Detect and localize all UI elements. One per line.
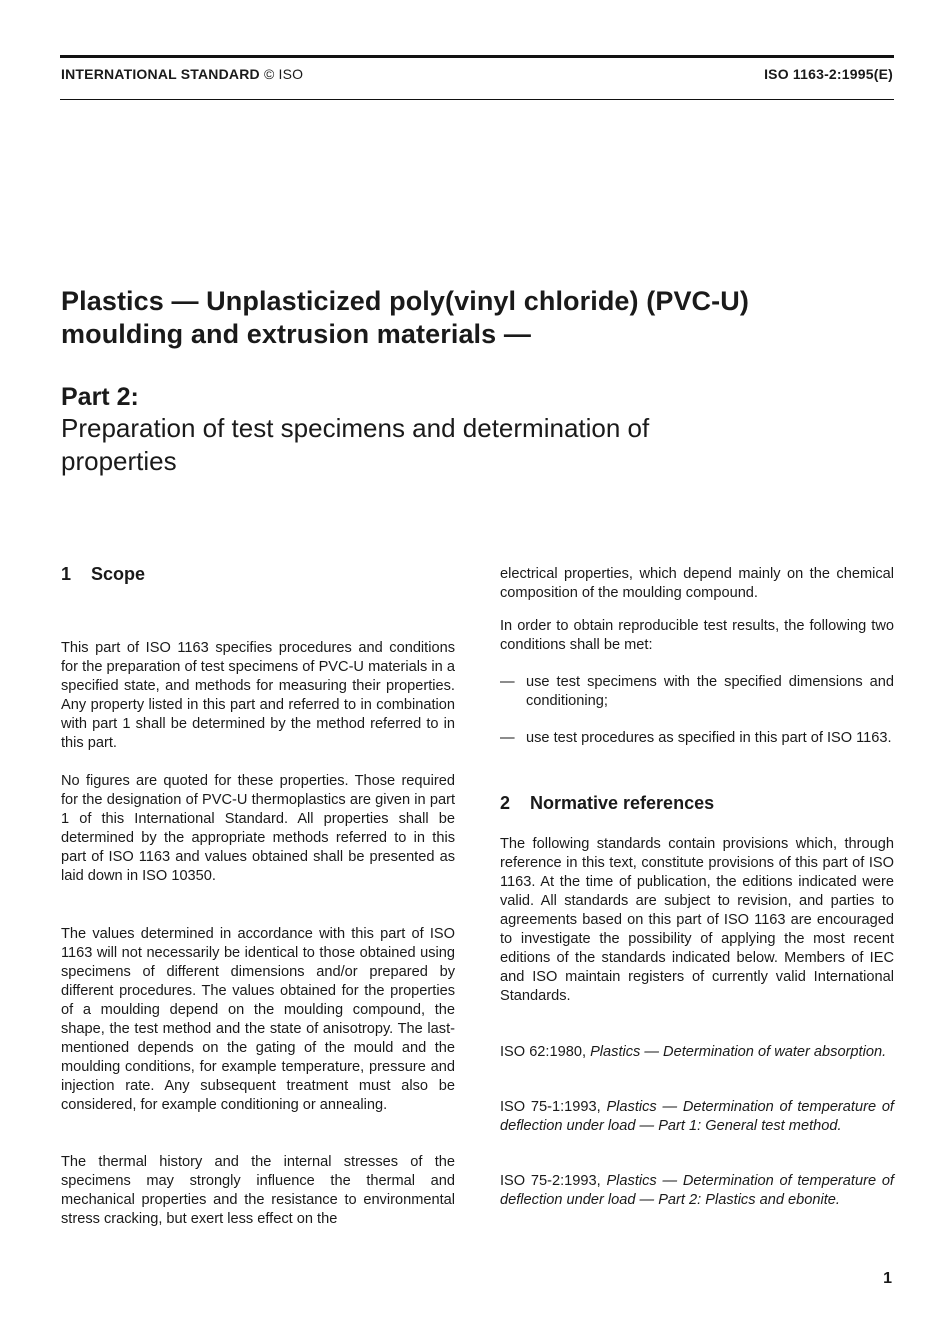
section-1-number: 1 (61, 564, 72, 584)
page-number: 1 (883, 1270, 892, 1287)
reference-title: Plastics — Determination of temperature of deflection under load — Part 2: Plastics and ebonite. (500, 1173, 894, 1208)
condition-item-2 (500, 729, 894, 748)
normative-intro: The following standards contain provisions which, through reference in this text, constitute provisions of this part of ISO 1163. At the time of publication, the editions indicated were valid. All standards are subject to revision, and parties to agreements based on this part of ISO 1163 are encouraged to investigate the possibility of applying the most recent editions of the standards indicated below. Members of IEC and ISO maintain registers of currently valid International Standards. (500, 836, 894, 1004)
condition-item-1 (500, 673, 894, 711)
reference-id: ISO 75-2:1993, (500, 1173, 601, 1189)
part-subtitle (61, 412, 861, 478)
condition-item-2-text: use test procedures as specified in this part of ISO 1163. (526, 730, 892, 746)
document-title (61, 285, 891, 351)
title-line-2: moulding and extrusion materials — (61, 319, 531, 349)
header-left (61, 66, 303, 82)
header-copyright: © ISO (263, 66, 304, 82)
section-1-title: Scope (91, 564, 146, 584)
reference-iso-75-2 (500, 1172, 894, 1210)
subtitle-line-2: properties (61, 446, 177, 476)
section-2-title: Normative references (530, 793, 715, 813)
dash-bullet: — (500, 730, 515, 746)
header-standard-number: ISO 1163-2:1995(E) (764, 66, 893, 82)
reference-title: Plastics — Determination of water absorption. (590, 1044, 887, 1060)
scope-paragraph-5: In order to obtain reproducible test results, the following two conditions shall be met: (500, 618, 894, 653)
section-2-number: 2 (500, 793, 511, 813)
scope-paragraph-4-continued: electrical properties, which depend mainly on the chemical composition of the moulding compound. (500, 566, 894, 601)
scope-paragraph-4: The thermal history and the internal stresses of the specimens may strongly influence the thermal and mechanical properties and the resistance to environmental stress cracking, but exert less effect on the (61, 1154, 455, 1227)
scope-paragraph-1: This part of ISO 1163 specifies procedures and conditions for the preparation of test specimens of PVC-U materials in a specified state, and methods for measuring their properties. Any property listed in this part and referred to in combination with part 1 shall be determined by the method referred to in this part. (61, 640, 455, 751)
title-line-1: Plastics — Unplasticized poly(vinyl chloride) (PVC-U) (61, 286, 749, 316)
header-rule-top (60, 55, 894, 58)
reference-title: Plastics — Determination of temperature of deflection under load — Part 1: General test method. (500, 1099, 894, 1134)
dash-bullet: — (500, 674, 515, 690)
reference-iso-62 (500, 1043, 894, 1062)
scope-paragraph-2: No figures are quoted for these properties. Those required for the designation of PVC-U thermoplastics are given in part 1 of this International Standard. All properties shall be determined by the appropriate methods referred to in this part of ISO 1163 and values obtained shall be presented as laid down in ISO 10350. (61, 773, 455, 884)
section-1-heading (61, 565, 145, 584)
header-standard-label: INTERNATIONAL STANDARD (61, 66, 260, 82)
scope-paragraph-3: The values determined in accordance with this part of ISO 1163 will not necessarily be identical to those obtained using specimens of different dimensions and/or prepared by different procedures. The values obtained for the properties of a moulding depend on the moulding compound, the shape, the test method and the state of anisotropy. The last-mentioned depends on the gating of the mould and the moulding conditions, for example temperature, pressure and injection rate. Any subsequent treatment must also be considered, for example conditioning or annealing. (61, 926, 455, 1113)
reference-id: ISO 75-1:1993, (500, 1099, 601, 1115)
part-label: Part 2: (61, 383, 139, 411)
reference-id: ISO 62:1980, (500, 1044, 587, 1060)
subtitle-line-1: Preparation of test specimens and determination of (61, 413, 650, 443)
reference-iso-75-1 (500, 1098, 894, 1136)
section-2-heading (500, 794, 714, 813)
condition-item-1-text: use test specimens with the specified dimensions and conditioning; (526, 674, 894, 709)
header-rule-bottom (60, 99, 894, 100)
